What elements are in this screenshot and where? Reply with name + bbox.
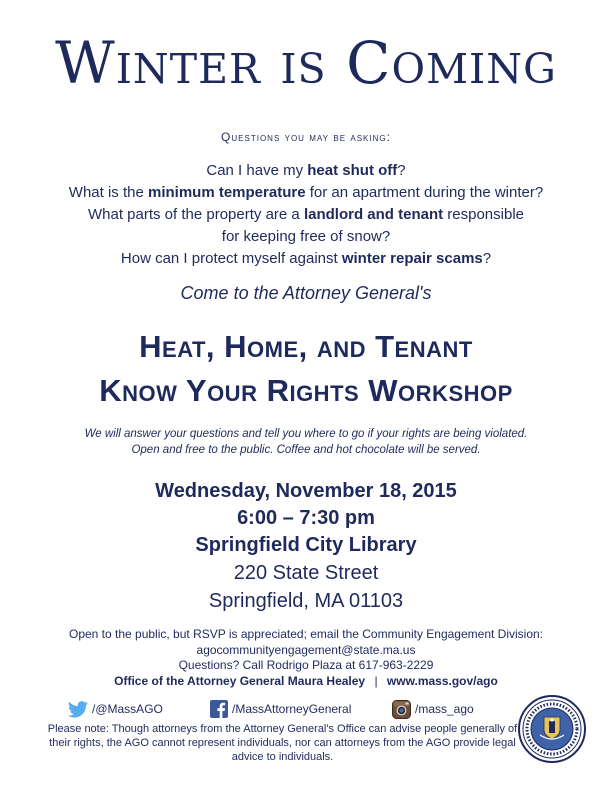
twitter-handle[interactable]: [68, 699, 163, 719]
event-street: 220 State Street: [233, 562, 379, 584]
description-line2: Open and free to the public. Coffee and hot chocolate will be served.: [131, 444, 481, 456]
event-city: Springfield, MA 01103: [208, 590, 404, 612]
come-line: Come to the Attorney General's: [180, 283, 432, 303]
massachusetts-seal: [518, 695, 586, 763]
workshop-title-line2: Know Your Rights Workshop: [99, 373, 513, 408]
office-name: Office of the Attorney General Maura Healey: [114, 673, 366, 688]
workshop-title: [0, 325, 612, 413]
event-date: Wednesday, November 18, 2015: [155, 480, 457, 502]
twitter-icon: [68, 701, 88, 718]
facebook-handle[interactable]: [210, 699, 351, 719]
description-line1: We will answer your questions and tell you where to go if your rights are being violated.: [84, 428, 528, 440]
instagram-handle[interactable]: [392, 699, 474, 719]
question-line: What is the minimum temperature for an apartment during the winter?: [68, 184, 544, 201]
questions-list: [0, 160, 612, 270]
rsvp-questions: Questions? Call Rodrigo Plaza at 617-963-2229: [178, 658, 434, 672]
question-line: How can I protect myself against winter repair scams?: [120, 250, 492, 267]
website-link[interactable]: www.mass.gov/ago: [386, 673, 498, 688]
twitter-label: /@MassAGO: [92, 702, 163, 716]
facebook-label: /MassAttorneyGeneral: [232, 702, 352, 716]
question-line: What parts of the property are a landlord and tenant responsible: [87, 206, 524, 223]
facebook-icon: [210, 700, 228, 718]
workshop-title-line1: Heat, Home, and Tenant: [139, 329, 473, 364]
office-line: [0, 674, 612, 690]
legal-note: Please note: Though attorneys from the Attorney General's Office can advise people generally of their rights, the AGO cannot represent individuals, nor can attorneys from the AGO provide legal advice to individuals.: [47, 723, 518, 763]
event-details: [0, 478, 612, 615]
questions-heading: Questions you may be asking:: [221, 130, 391, 144]
office-separator: |: [374, 673, 378, 688]
question-line: for keeping free of snow?: [221, 228, 391, 245]
workshop-description: [0, 426, 612, 458]
instagram-label: /mass_ago: [415, 702, 474, 716]
event-time: 6:00 – 7:30 pm: [237, 507, 375, 529]
rsvp-email[interactable]: agocommunityengagement@state.ma.us: [196, 642, 416, 657]
instagram-icon: [392, 700, 411, 719]
rsvp-block: [0, 627, 612, 689]
event-venue: Springfield City Library: [195, 534, 417, 556]
rsvp-line: Open to the public, but RSVP is appreciated; email the Community Engagement Division:: [68, 627, 544, 641]
question-line: Can I have my heat shut off?: [206, 162, 406, 179]
flyer-title: Winter is Coming: [55, 29, 557, 97]
